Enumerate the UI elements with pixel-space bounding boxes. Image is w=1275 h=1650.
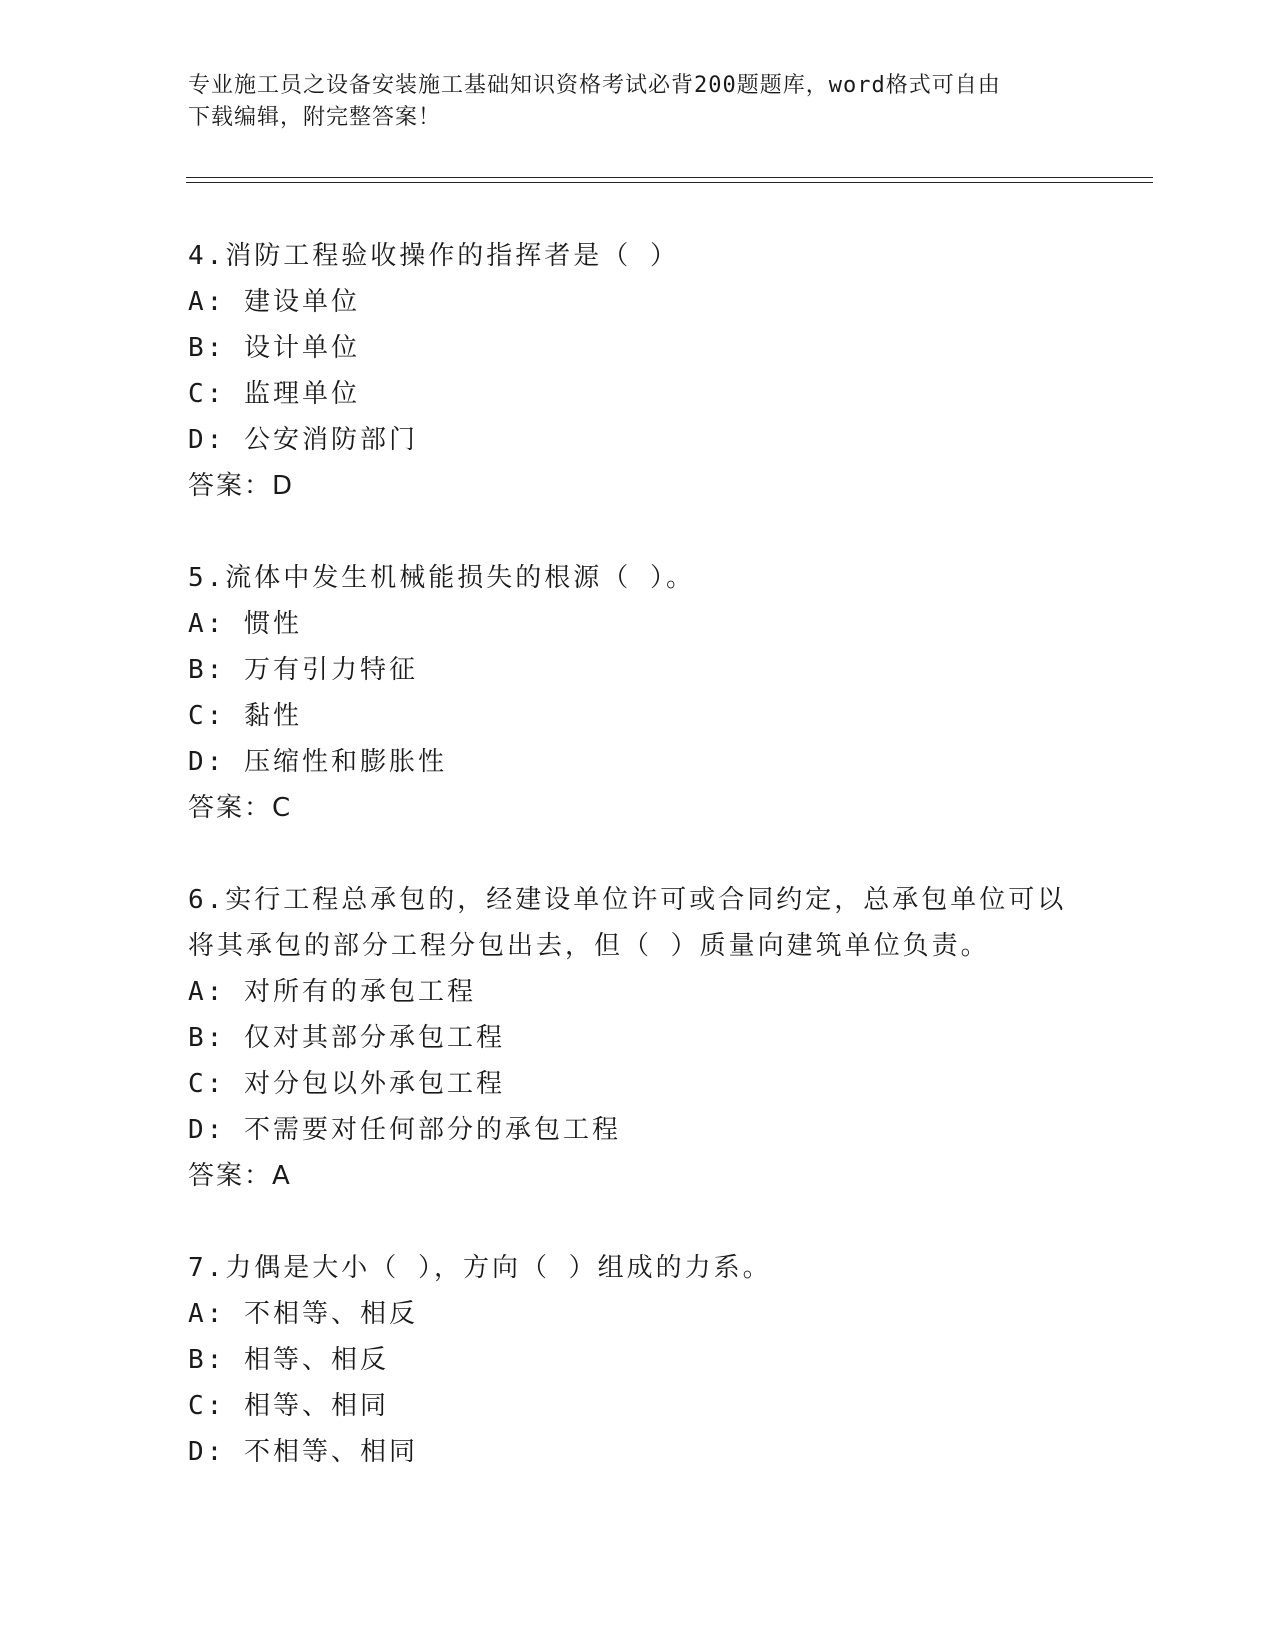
option-b: B: 设计单位 [188,333,360,363]
option-c: C: 监理单位 [188,379,360,409]
option-d: D: 压缩性和膨胀性 [188,747,447,777]
question-stem: 5.流体中发生机械能损失的根源（ ）。 [188,563,695,593]
header-divider-bottom [186,182,1153,183]
option-b: B: 仅对其部分承包工程 [188,1023,505,1053]
question-4 [188,233,1148,509]
question-stem: 4.消防工程验收操作的指挥者是（ ） [188,241,679,271]
document-header [188,70,1088,134]
option-b: B: 相等、相反 [188,1345,389,1375]
option-c: C: 黏性 [188,701,302,731]
answer-label: 答案：C [188,793,293,823]
header-divider-top [186,177,1153,178]
option-c: C: 相等、相同 [188,1391,389,1421]
question-5 [188,555,1148,831]
option-b: B: 万有引力特征 [188,655,418,685]
question-6 [188,877,1148,1199]
option-c: C: 对分包以外承包工程 [188,1069,505,1099]
option-a: A: 不相等、相反 [188,1299,418,1329]
option-d: D: 不需要对任何部分的承包工程 [188,1115,621,1145]
answer-label: 答案：A [188,1161,292,1191]
answer-label: 答案：D [188,471,295,501]
option-a: A: 建设单位 [188,287,360,317]
header-line-2: 下载编辑，附完整答案！ [188,105,442,130]
header-line-1: 专业施工员之设备安装施工基础知识资格考试必背200题题库，word格式可自由 [188,73,1001,98]
question-stem: 6.实行工程总承包的，经建设单位许可或合同约定，总承包单位可以将其承包的部分工程分包出去，但（ ）质量向建筑单位负责。 [188,885,1067,961]
question-7 [188,1245,1148,1475]
option-d: D: 公安消防部门 [188,425,418,455]
question-list [188,233,1148,1521]
option-d: D: 不相等、相同 [188,1437,418,1467]
question-stem: 7.力偶是大小（ ），方向（ ）组成的力系。 [188,1253,772,1283]
option-a: A: 对所有的承包工程 [188,977,476,1007]
option-a: A: 惯性 [188,609,302,639]
